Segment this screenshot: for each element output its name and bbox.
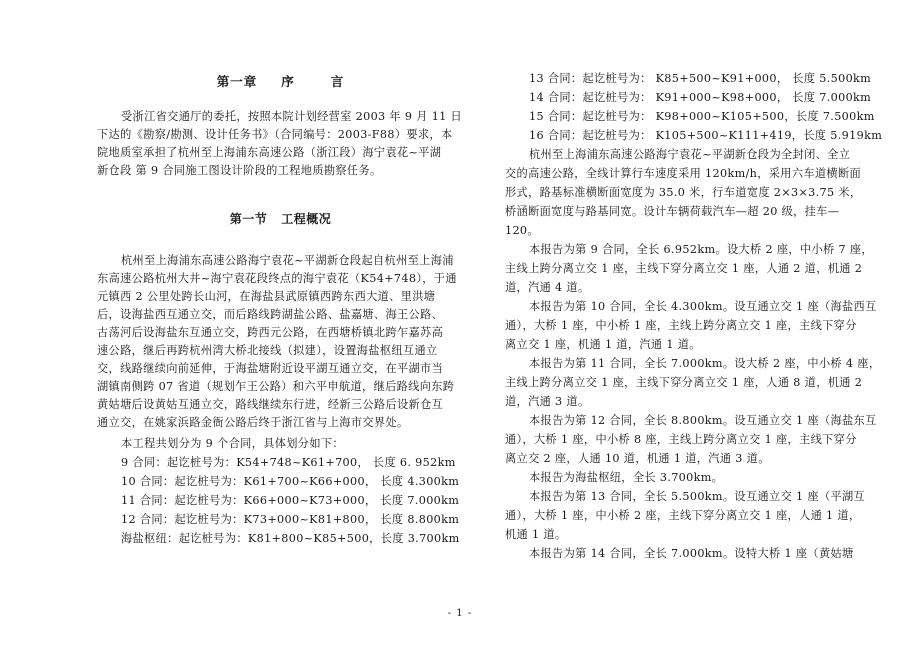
section-title: 工程概况: [281, 212, 332, 226]
body-line: 道，汽通 3 道。: [505, 395, 590, 408]
body-line: 本报告为第 11 合同，全长 7.000km。设大桥 2 座，中小桥 4 座，: [529, 357, 881, 370]
overview-line: 交，线路继续向前延伸，于海盐塘附近设平湖互通立交，在平湖市当: [97, 362, 444, 375]
body-line: 本报告为第 13 合同，全长 5.500km。设互通立交 1 座（平湖互: [529, 490, 866, 503]
contract-line: 13 合同：起讫桩号为： K85+500~K91+000， 长度 5.500km: [529, 72, 872, 85]
body-line: 本报告为海盐枢纽，全长 3.700km。: [529, 471, 724, 484]
body-line: 机通 1 道。: [505, 528, 567, 541]
body-line: 本报告为第 9 合同，全长 6.952km。设大桥 2 座，中小桥 7 座，: [529, 243, 873, 256]
overview-line: 后，设海盐西互通立交，而后路线跨湖盐公路、盐嘉塘、海王公路、: [97, 308, 444, 321]
body-line: 本报告为第 12 合同，全长 8.800km。设互通立交 1 座（海盐东互: [529, 414, 877, 427]
contract-line: 12 合同：起讫桩号为：K73+000~K81+800， 长度 8.800km: [121, 513, 460, 526]
body-line: 本报告为第 14 合同，全长 7.000km。设特大桥 1 座（黄姑塘: [529, 547, 854, 560]
body-line: 杭州至上海浦东高速公路海宁袁花~平湖新仓段为全封闭、全立: [529, 148, 851, 161]
contract-line: 海盐枢纽：起讫桩号为：K81+800~K85+500，长度 3.700km: [121, 532, 460, 545]
intro-line: 受浙江省交通厅的委托，按照本院计划经营室 2003 年 9 月 11 日: [121, 110, 463, 123]
body-line: 主线上跨分离立交 1 座，主线下穿分离立交 1 座，人通 8 道，机通 2: [505, 376, 863, 389]
overview-line: 杭州至上海浦东高速公路海宁袁花~平湖新仓段起自杭州至上海浦: [121, 254, 454, 267]
body-line: 桥涵断面宽度与路基同宽。设计车辆荷载汽车—超 20 级，挂车—: [505, 205, 840, 218]
overview-line: 通立交，在姚家浜路金衙公路后终于浙江省与上海市交界处。: [97, 416, 409, 429]
chapter-title-part-b: 言: [330, 74, 345, 89]
section-heading: [97, 210, 464, 227]
body-line: 通），大桥 1 座，中小桥 1 座，主线上跨分离立交 1 座，主线下穿分: [505, 319, 857, 332]
overview-line: 元镇西 2 公里处跨长山河，在海盐县武原镇西跨东西大道、里洪塘: [97, 290, 436, 303]
intro-line: 新仓段 第 9 合同施工图设计阶段的工程地质勘察任务。: [97, 164, 382, 177]
body-line: 通），大桥 1 座，中小桥 2 座，主线下穿分离立交 1 座，人通 1 道，: [505, 509, 861, 522]
body-line: 道，汽通 4 道。: [505, 281, 590, 294]
body-line: 120。: [505, 224, 539, 237]
overview-line: 黄姑塘后设黄姑互通立交，路线继续东行进，经新三公路后设新仓互: [97, 398, 444, 411]
contract-line: 11 合同：起讫桩号为：K66+000~K73+000， 长度 7.000km: [121, 494, 460, 507]
overview-line: 古荡河后设海盐东互通立交，跨西元公路，在西塘桥镇北跨乍嘉苏高: [97, 326, 444, 339]
division-intro: 本工程共划分为 9 个合同，具体划分如下：: [121, 437, 344, 450]
chapter-number: 第一章: [216, 74, 258, 89]
contract-line: 9 合同：起讫桩号为：K54+748~K61+700， 长度 6. 952km: [121, 456, 456, 469]
overview-line: 东高速公路杭州大井~海宁袁花段终点的海宁袁花（K54+748），于通: [97, 272, 457, 285]
body-line: 主线上跨分离立交 1 座，主线下穿分离立交 1 座，人通 2 道，机通 2: [505, 262, 863, 275]
chapter-heading: [97, 72, 464, 90]
section-number: 第一节: [229, 212, 268, 226]
intro-line: 院地质室承担了杭州至上海浦东高速公路（浙江段）海宁袁花~平湖: [97, 146, 442, 159]
chapter-title-part-a: 序: [281, 74, 295, 89]
body-line: 形式，路基标准横断面宽度为 35.0 米，行车道宽度 2×3×3.75 米，: [505, 186, 862, 199]
body-line: 离立交 2 座，人通 10 道，机通 1 道，汽通 3 道。: [505, 452, 770, 465]
contract-line: 10 合同：起讫桩号为：K61+700~K66+000， 长度 4.300km: [121, 475, 460, 488]
contract-line: 16 合同：起讫桩号为： K105+500~K111+419，长度 5.919km: [529, 129, 883, 142]
contract-line: 14 合同：起讫桩号为： K91+000~K98+000， 长度 7.000km: [529, 91, 872, 104]
body-line: 交的高速公路，全线计算行车速度采用 120km/h，采用六车道横断面: [505, 167, 862, 180]
contract-line: 15 合同：起讫桩号为： K98+000~K105+500，长度 7.500km: [529, 110, 875, 123]
intro-line: 下达的《勘察/勘测、设计任务书》（合同编号：2003-F88）要求，本: [97, 128, 453, 141]
overview-line: 湖镇南侧跨 07 省道（规划乍王公路）和六平申航道，继后路线向东跨: [97, 380, 455, 393]
page-number: - 1 -: [447, 608, 473, 619]
overview-line: 速公路，继后再跨杭州湾大桥北接线（拟建），设置海盐枢纽互通立: [97, 344, 438, 357]
body-line: 通），大桥 1 座，中小桥 8 座，主线上跨分离立交 1 座，主线下穿分: [505, 433, 857, 446]
body-line: 本报告为第 10 合同，全长 4.300km。设互通立交 1 座（海盐西互: [529, 300, 877, 313]
body-line: 离立交 1 座，机通 1 道，汽通 1 道。: [505, 338, 701, 351]
